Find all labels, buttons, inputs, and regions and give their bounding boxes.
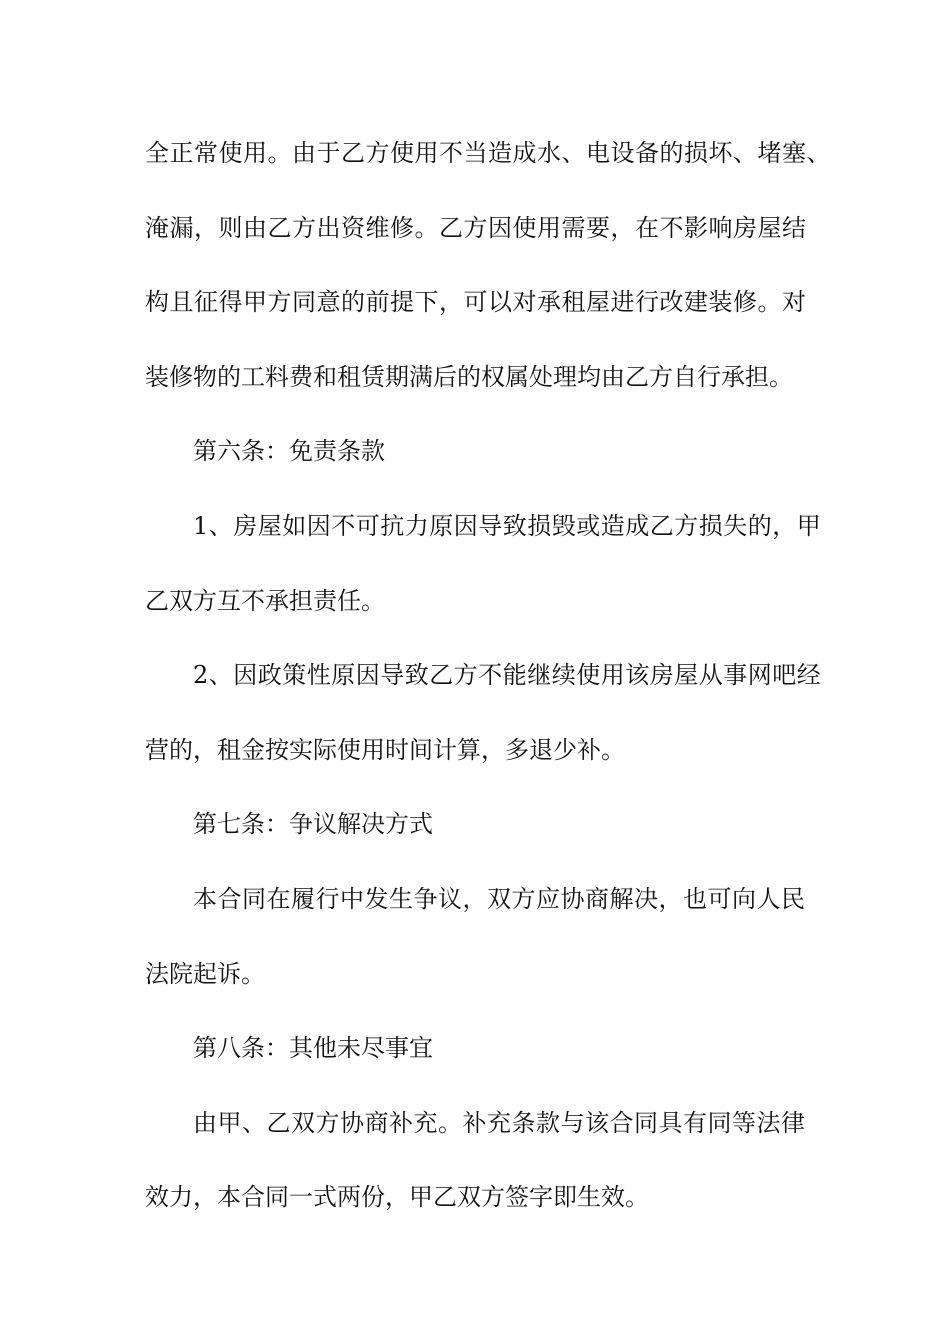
section-heading-article-7: 第七条：争议解决方式 [193, 810, 433, 839]
paragraph-line: 效力，本合同一式两份，甲乙双方签字即生效。 [145, 1183, 649, 1212]
section-heading-article-8: 第八条：其他未尽事宜 [193, 1034, 433, 1063]
paragraph-line: 2、因政策性原因导致乙方不能继续使用该房屋从事网吧经 [193, 661, 822, 690]
paragraph-line: 由甲、乙双方协商补充。补充条款与该合同具有同等法律 [193, 1108, 806, 1137]
paragraph-line: 乙双方互不承担责任。 [145, 586, 385, 615]
paragraph-line: 1、房屋如因不可抗力原因导致损毁或造成乙方损失的，甲 [193, 511, 822, 540]
document-body [145, 128, 831, 1247]
paragraph-line: 法院起诉。 [145, 959, 265, 988]
paragraph-line: 淹漏，则由乙方出资维修。乙方因使用需要，在不影响房屋结 [145, 213, 807, 242]
paragraph-line: 本合同在履行中发生争议，双方应协商解决，也可向人民 [193, 884, 806, 913]
paragraph-line: 装修物的工料费和租赁期满后的权属处理均由乙方自行承担。 [145, 362, 793, 391]
paragraph-line: 全正常使用。由于乙方使用不当造成水、电设备的损坏、堵塞、 [145, 139, 831, 167]
paragraph-line: 构且征得甲方同意的前提下，可以对承租屋进行改建装修。对 [145, 288, 807, 317]
paragraph-line: 营的，租金按实际使用时间计算，多退少补。 [145, 735, 625, 764]
section-heading-article-6: 第六条：免责条款 [193, 437, 385, 466]
